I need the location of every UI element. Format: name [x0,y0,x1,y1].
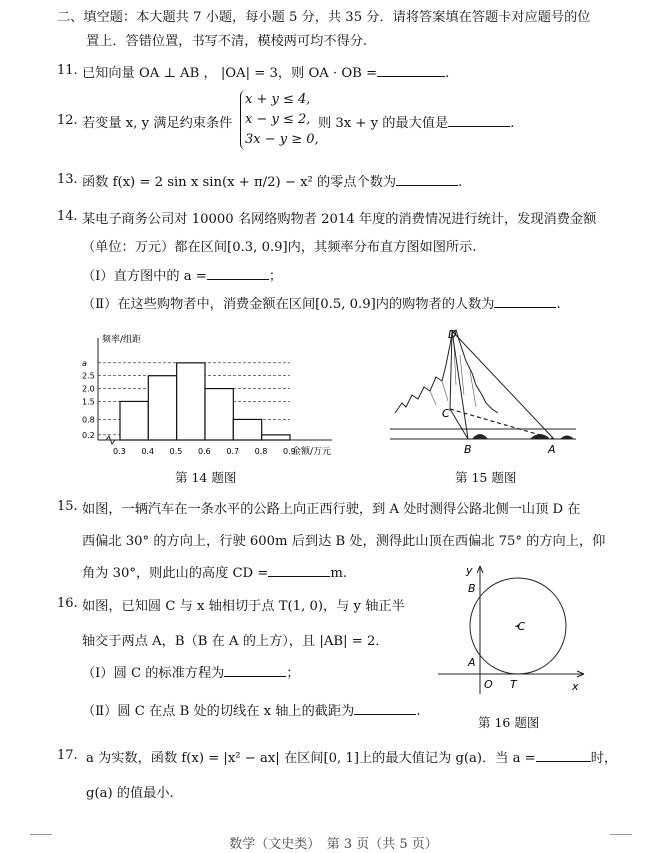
fig16-label-x: x [572,680,579,693]
x-tick-label: 0.7 [226,447,240,456]
q16-line1: 如图，已知圆 C 与 x 轴相切于点 T(1, 0)，与 y 轴正半 [82,599,405,614]
q12-tail: 则 3x + y 的最大值是 . [318,116,515,131]
y-tick-label: 2.0 [82,384,95,394]
q16-part2: （Ⅱ）圆 C 在点 B 处的切线在 x 轴上的截距为 . [82,704,421,719]
q12-constraint-1: x + y ≤ 4, [245,92,311,107]
histogram-bar [233,419,261,440]
y-tick-label: 1.5 [82,397,95,407]
fig15-label-a: A [548,443,556,456]
figure-15-caption: 第 15 题图 [455,470,517,485]
section-header-line2: 置上．答错位置，书写不清，模棱两可均不得分. [86,34,368,49]
q11-text: 已知向量 OA ⊥ AB ， |OA| = 3，则 OA · OB = . [82,66,450,81]
y-tick-label: 0.8 [82,415,95,425]
x-tick-label: 0.3 [113,447,126,456]
q12-number: 12. [57,113,78,128]
figure-15-mountain-diagram [390,325,580,460]
fig16-label-t: T [510,678,517,691]
y-tick-label: a [82,358,87,368]
q12-lead: 若变量 x, y 满足约束条件 [82,116,233,131]
q14-part2: （Ⅱ）在这些购物者中，消费金额在区间[0.5, 0.9]内的购物者的人数为 . [82,297,561,312]
q15-line2: 西偏北 30° 的方向上，行驶 600m 后到达 B 处，测得此山顶在西偏北 75° 的方向上，仰 [82,534,606,549]
q15-answer-blank [268,564,330,577]
q14-number: 14. [57,209,78,224]
x-tick-label: 0.5 [169,447,183,456]
q12-constraint-2: x − y ≤ 2, [245,112,311,127]
x-tick-label: 0.8 [254,447,268,456]
q14-part1: （Ⅰ）直方图中的 a = ； [82,269,283,284]
q16-number: 16. [57,596,78,611]
x-tick-label: 0.9 [283,447,296,456]
fig16-label-b: B [468,582,476,595]
q14-part2-blank [494,295,556,308]
q12-constraint-3: 3x − y ≥ 0, [245,132,319,147]
fig16-label-o: O [484,678,493,691]
fig15-label-c: C [442,407,450,420]
y-tick-label: 2.5 [82,371,95,381]
fig16-label-a: A [468,656,476,669]
fig15-label-b: B [464,443,472,456]
x-axis-label: 金额/万元 [292,447,332,457]
histogram-bar [148,376,176,440]
q15-number: 15. [57,499,78,514]
q16-part2-blank [354,702,416,715]
q17-number: 17. [57,748,78,763]
q14-part1-blank [207,267,269,280]
q12-constraint-system [240,90,319,150]
y-tick-label: 0.2 [82,430,95,440]
fig16-label-y: y [466,564,473,577]
q14-line2: （单位：万元）都在区间[0.3, 0.9]内，其频率分布直方图如图所示. [82,240,477,255]
figure-14-histogram [80,330,340,460]
q13-number: 13. [57,172,78,187]
q17-answer-blank [536,749,591,762]
histogram-bar [177,363,205,440]
q14-line1: 某电子商务公司对 10000 名网络购物者 2014 年度的消费情况进行统计，发现消费金额 [82,212,597,227]
q13-answer-blank [396,173,458,186]
figure-16-caption: 第 16 题图 [478,715,540,730]
page-footer: 数学（文史类） 第 3 页（共 5 页） [229,837,438,852]
fig15-label-d: D [448,328,457,341]
x-tick-label: 0.6 [198,447,211,456]
q11-number: 11. [57,63,78,78]
q13-text: 函数 f(x) = 2 sin x sin(x + π/2) − x² 的零点个数为 . [82,175,463,190]
figure-16-circle-diagram [438,562,588,697]
q16-part1-blank [224,664,286,677]
y-axis-label: 频率/组距 [102,335,142,345]
fig16-label-c: ·C [514,620,526,633]
q15-line3: 角为 30°，则此山的高度 CD = m. [82,566,348,581]
q16-line2: 轴交于两点 A，B（B 在 A 的上方），且 |AB| = 2． [82,634,389,649]
section-header-line1: 二、填空题：本大题共 7 小题，每小题 5 分，共 35 分．请将答案填在答题卡对应题号的位 [57,10,591,25]
q11-answer-blank [377,64,445,77]
histogram-bar [120,401,148,440]
q12-answer-blank [448,114,510,127]
q17-line1: a 为实数，函数 f(x) = |x² − ax| 在区间[0, 1]上的最大值记为 g(a)．当 a = 时， [86,751,618,766]
q17-line2: g(a) 的值最小. [86,786,174,801]
x-tick-label: 0.4 [141,447,155,456]
histogram-bar [262,435,290,440]
figure-14-caption: 第 14 题图 [175,470,237,485]
histogram-bar [205,389,233,440]
q16-part1: （Ⅰ）圆 C 的标准方程为 ； [82,666,300,681]
q15-line1: 如图，一辆汽车在一条水平的公路上向正西行驶，到 A 处时测得公路北侧一山顶 D 在 [82,502,581,517]
